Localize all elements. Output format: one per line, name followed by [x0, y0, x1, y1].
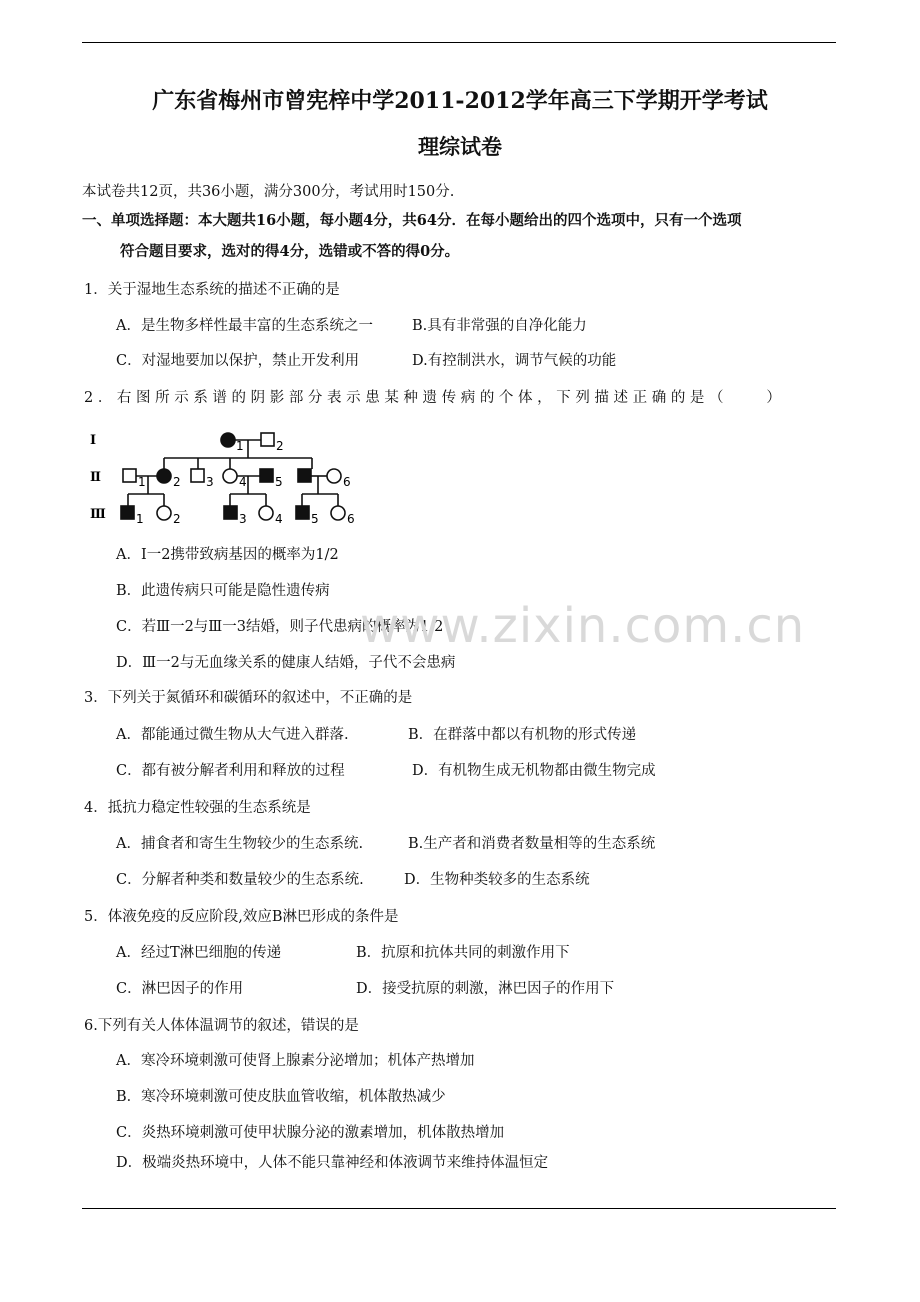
pedigree-II-4: [223, 469, 237, 483]
pedigree-III-4: [259, 506, 273, 520]
q6-option-a: A．寒冷环境刺激可使肾上腺素分泌增加；机体产热增加: [116, 1053, 475, 1069]
pedigree-III-2: [157, 506, 171, 520]
q3-option-b: B．在群落中都以有机物的形式传递: [408, 727, 637, 743]
q5-option-a: A．经过T淋巴细胞的传递: [116, 945, 282, 961]
q1-option-c: C．对湿地要加以保护，禁止开发利用: [116, 353, 360, 369]
pedigree-num: 2: [173, 512, 181, 526]
q2-option-a: A．I一2携带致病基因的概率为1/2: [116, 547, 339, 563]
section-heading-line1: 一、单项选择题：本大题共16小题，每小题4分，共64分．在每小题给出的四个选项中，只有一个选项: [82, 212, 742, 229]
pedigree-num: 2: [276, 439, 284, 453]
pedigree-gen-label-2: Ⅱ: [90, 470, 101, 485]
q4-option-c: C．分解者种类和数量较少的生态系统.: [116, 872, 364, 888]
pedigree-gen-label-3: Ⅲ: [90, 507, 106, 522]
q6-option-b: B．寒冷环境刺激可使皮肤血管收缩，机体散热减少: [116, 1089, 446, 1105]
pedigree-chart: [88, 426, 368, 526]
pedigree-II-3: [191, 469, 204, 482]
pedigree-num: 6: [343, 475, 351, 489]
pedigree-II-5: [260, 469, 273, 482]
pedigree-III-1: [121, 506, 134, 519]
q2-option-d: D．Ⅲ一2与无血缘关系的健康人结婚，子代不会患病: [116, 655, 456, 671]
q1-option-a: A．是生物多样性最丰富的生态系统之一: [116, 318, 373, 334]
q1-option-b: B.具有非常强的自净化能力: [412, 318, 587, 334]
pedigree-num: 4: [239, 475, 247, 489]
question-2-stem: 2．右图所示系谱的阴影部分表示患某种遗传病的个体，下列描述正确的是（ ）: [84, 390, 786, 406]
q4-option-a: A．捕食者和寄生生物较少的生态系统.: [116, 836, 364, 852]
pedigree-II-2: [157, 469, 171, 483]
q6-option-c: C．炎热环境刺激可使甲状腺分泌的激素增加，机体散热增加: [116, 1125, 505, 1141]
question-6-stem: 6.下列有关人体体温调节的叙述，错误的是: [84, 1018, 359, 1034]
pedigree-III-3: [224, 506, 237, 519]
question-5-stem: 5．体液免疫的反应阶段,效应B淋巴形成的条件是: [84, 909, 399, 925]
pedigree-II-6: [327, 469, 341, 483]
question-3-stem: 3．下列关于氮循环和碳循环的叙述中，不正确的是: [84, 690, 413, 706]
pedigree-num: 3: [239, 512, 247, 526]
question-4-stem: 4．抵抗力稳定性较强的生态系统是: [84, 800, 311, 816]
pedigree-num: 2: [173, 475, 181, 489]
pedigree-II-6-male: [298, 469, 311, 482]
pedigree-III-6: [331, 506, 345, 520]
page-subtitle: 理综试卷: [418, 134, 502, 159]
pedigree-num: 1: [236, 439, 244, 453]
q5-option-c: C．淋巴因子的作用: [116, 981, 244, 997]
q5-option-b: B．抗原和抗体共同的刺激作用下: [356, 945, 570, 961]
q2-option-c: C．若Ⅲ一2与Ⅲ一3结婚，则子代患病的概率为1/2: [116, 619, 444, 635]
pedigree-num: 5: [275, 475, 283, 489]
q4-option-b: B.生产者和消费者数量相等的生态系统: [408, 836, 656, 852]
q3-option-a: A．都能通过微生物从大气进入群落.: [116, 727, 349, 743]
q3-option-d: D．有机物生成无机物都由微生物完成: [412, 763, 656, 779]
pedigree-gen-label-1: Ⅰ: [90, 433, 97, 448]
q6-option-d: D．极端炎热环境中，人体不能只靠神经和体液调节来维持体温恒定: [116, 1155, 549, 1171]
pedigree-num: 5: [311, 512, 319, 526]
pedigree-num: 1: [138, 475, 146, 489]
pedigree-num: 6: [347, 512, 355, 526]
pedigree-num: 4: [275, 512, 283, 526]
q2-option-b: B．此遗传病只可能是隐性遗传病: [116, 583, 330, 599]
section-heading-line2: 符合题目要求，选对的得4分，选错或不答的得0分。: [120, 243, 460, 260]
bottom-rule: [82, 1208, 836, 1209]
pedigree-num: 1: [136, 512, 144, 526]
q5-option-d: D．接受抗原的刺激，淋巴因子的作用下: [356, 981, 615, 997]
pedigree-I-2: [261, 433, 274, 446]
question-1-stem: 1．关于湿地生态系统的描述不正确的是: [84, 282, 340, 298]
pedigree-II-1: [123, 469, 136, 482]
page-title: 广东省梅州市曾宪梓中学2011-2012学年高三下学期开学考试: [152, 88, 768, 114]
q1-option-d: D.有控制洪水，调节气候的功能: [412, 353, 617, 369]
pedigree-III-5: [296, 506, 309, 519]
top-rule: [82, 42, 836, 43]
q3-option-c: C．都有被分解者利用和释放的过程: [116, 763, 345, 779]
watermark-text: www.zixin.com.cn: [360, 598, 806, 654]
pedigree-num: 3: [206, 475, 214, 489]
q4-option-d: D．生物种类较多的生态系统: [404, 872, 590, 888]
pedigree-I-1: [221, 433, 235, 447]
intro-text: 本试卷共12页，共36小题，满分300分，考试用时150分.: [82, 184, 455, 200]
